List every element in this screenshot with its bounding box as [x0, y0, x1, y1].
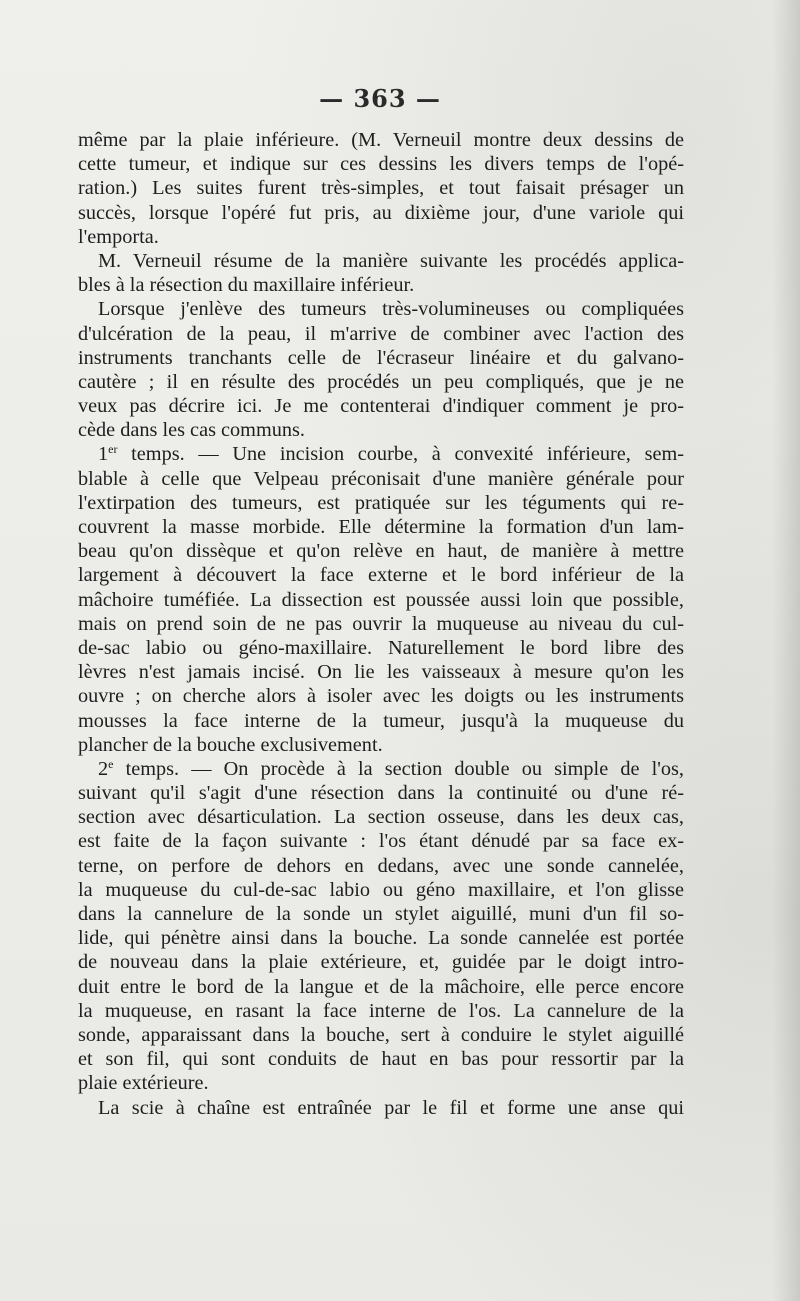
text-line: de nouveau dans la plaie extérieure, et, guidée par le doigt intro- — [78, 951, 684, 974]
text-line: section avec désarticulation. La section osseuse, dans les deux cas, — [78, 806, 684, 829]
text-line: plancher de la bouche exclusivement. — [78, 733, 383, 756]
text-line: sonde, apparaissant dans la bouche, sert à conduire le stylet aiguillé — [78, 1023, 684, 1046]
text-line: et son fil, qui sont conduits de haut en bas pour ressortir par la — [78, 1048, 684, 1071]
text-line: La scie à chaîne est entraînée par le fil et forme une anse qui — [98, 1096, 684, 1119]
text-line: dans la cannelure de la sonde un stylet aiguillé, muni d'un fil so- — [78, 903, 684, 925]
text-line: d'ulcération de la peau, il m'arrive de combiner avec l'action des — [78, 322, 684, 345]
text-line: bles à la résection du maxillaire inférieur. — [78, 274, 415, 297]
text-line: instruments tranchants celle de l'écraseur linéaire et du galvano- — [78, 346, 684, 369]
text-line: mâchoire tuméfiée. La dissection est poussée aussi loin que possible, — [78, 588, 684, 611]
ordinal-suffix: e — [108, 756, 114, 771]
text-line: plaie extérieure. — [78, 1072, 209, 1095]
ordinal-suffix: er — [108, 442, 118, 457]
text-line: succès, lorsque l'opéré fut pris, au dixième jour, d'une variole qui — [78, 201, 684, 224]
text-line: duit entre le bord de la langue et de la mâchoire, elle perce encore — [78, 975, 684, 998]
body-text — [78, 128, 684, 1120]
text-line: l'extirpation des tumeurs, est pratiquée sur les téguments qui re- — [78, 491, 684, 514]
text-line: veux pas décrire ici. Je me contenterai d'indiquer comment je pro- — [78, 395, 684, 418]
text-line: cède dans les cas communs. — [78, 419, 305, 442]
text-line: beau qu'on dissèque et qu'on relève en haut, de manière à mettre — [78, 540, 684, 563]
step-number: 1 — [98, 443, 109, 466]
text-line: lide, qui pénètre ainsi dans la bouche. La sonde cannelée est portée — [78, 927, 684, 950]
text-line: M. Verneuil résume de la manière suivante les procédés applica- — [98, 249, 684, 272]
text-line: cette tumeur, et indique sur ces dessins les divers temps de l'opé- — [78, 153, 684, 176]
text-line: terne, on perfore de dehors en dedans, avec une sonde cannelée, — [78, 854, 684, 877]
text-line: de-sac labio ou géno-maxillaire. Naturellement le bord libre des — [78, 636, 684, 659]
text-line-second-step — [78, 757, 684, 781]
text-line: couvrent la masse morbide. Elle détermine la formation d'un lam- — [78, 516, 684, 538]
text-line: la muqueuse du cul-de-sac labio ou géno maxillaire, et l'on glisse — [78, 878, 684, 901]
text-line: l'emporta. — [78, 225, 159, 248]
text-line: mais on prend soin de ne pas ouvrir la muqueuse au niveau du cul- — [78, 612, 684, 635]
step-number: 2 — [98, 757, 109, 780]
text-line: mousses la face interne de la tumeur, jusqu'à la muqueuse du — [78, 709, 684, 732]
text-line: la muqueuse, en rasant la face interne de l'os. La cannelure de la — [78, 999, 684, 1022]
text-line: même par la plaie inférieure. (M. Verneuil montre deux dessins de — [78, 129, 684, 151]
text-line: ration.) Les suites furent très-simples, et tout faisait présager un — [78, 177, 684, 200]
text-line: ouvre ; on cherche alors à isoler avec les doigts ou les instruments — [78, 685, 684, 708]
page-edge-shadow — [772, 0, 800, 1301]
step-text: temps. — Une incision courbe, à convexité inférieure, sem- — [117, 443, 684, 466]
text-line-first-step — [78, 442, 684, 466]
text-line: largement à découvert la face externe et le bord inférieur de la — [78, 564, 684, 587]
text-line: blable à celle que Velpeau préconisait d'une manière générale pour — [78, 467, 684, 490]
step-text: temps. — On procède à la section double ou simple de l'os, — [113, 757, 684, 780]
text-line: cautère ; il en résulte des procédés un peu compliqués, que je ne — [78, 370, 684, 393]
text-line: Lorsque j'enlève des tumeurs très-volumineuses ou compliquées — [98, 298, 684, 321]
text-line: lèvres n'est jamais incisé. On lie les vaisseaux à mesure qu'on les — [78, 661, 684, 684]
page-number: — 363 — — [319, 84, 441, 113]
text-line: est faite de la façon suivante : l'os étant dénudé par sa face ex- — [78, 830, 684, 853]
text-line: suivant qu'il s'agit d'une résection dans la continuité ou d'une ré- — [78, 782, 684, 805]
